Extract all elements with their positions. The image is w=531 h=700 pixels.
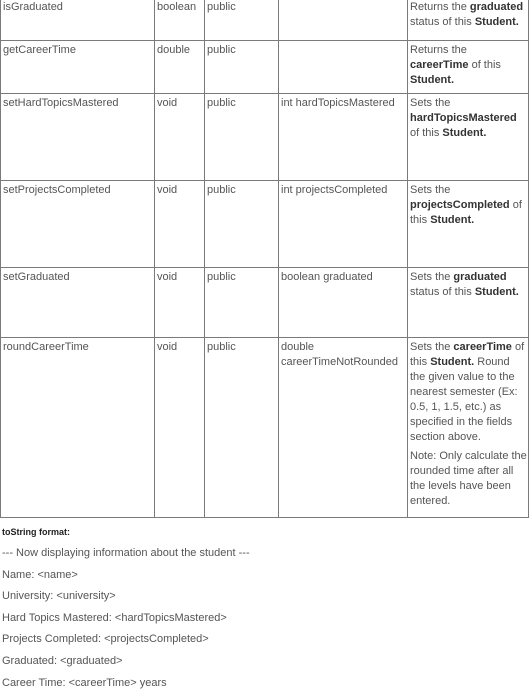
return-type-cell: void [155,181,205,268]
parameters-cell: int projectsCompleted [279,181,408,268]
parameters-cell: boolean graduated [279,268,408,338]
method-name-cell: roundCareerTime [1,338,155,518]
return-type-cell: double [155,41,205,94]
parameters-cell: int hardTopicsMastered [279,94,408,181]
bold-term: careerTime [453,341,512,353]
tostring-line: University: <university> [2,590,116,603]
description-cell [408,94,529,181]
text-segment: Returns the [410,44,467,56]
bold-term: Student. [430,214,475,226]
table-row [1,0,529,41]
table-row [1,181,529,268]
description-text [410,0,527,30]
tostring-line: Projects Completed: <projectsCompleted> [2,633,209,646]
text-segment: Sets the [410,271,454,283]
text-segment: of this [410,127,443,139]
method-name-cell: setHardTopicsMastered [1,94,155,181]
description-text [410,96,527,141]
return-type-cell: void [155,94,205,181]
table-row [1,41,529,94]
access-cell: public [205,338,279,518]
description-text [410,270,527,300]
return-type-cell: boolean [155,0,205,41]
tostring-line: Hard Topics Mastered: <hardTopicsMastered> [2,611,227,624]
text-segment: Round the given value to the nearest semester (Ex: 0.5, 1, 1.5, etc.) as specified in the fields section above. [410,356,518,443]
method-name-cell: getCareerTime [1,41,155,94]
parameters-cell [279,0,408,41]
return-type-cell: void [155,268,205,338]
bold-term: Student. [442,127,487,139]
description-cell [408,41,529,94]
tostring-line: --- Now displaying information about the student --- [2,547,250,559]
tostring-section [2,522,527,694]
text-segment: status of this [410,16,475,28]
tostring-line: Career Time: <careerTime> years [2,676,167,689]
description-cell [408,268,529,338]
text-segment: of this [410,199,522,226]
access-cell: public [205,181,279,268]
table-row [1,338,529,518]
bold-term: projectsCompleted [410,199,510,211]
text-segment: Returns the [410,1,470,13]
bold-term: Student. [430,356,475,368]
description-text [410,340,527,445]
method-name-cell: setGraduated [1,268,155,338]
text-segment: of this [410,341,525,368]
access-cell: public [205,41,279,94]
tostring-line: Name: <name> [2,568,78,581]
bold-term: graduated [469,1,524,13]
description-text [410,43,527,88]
bold-term: careerTime [410,59,469,71]
text-segment: of this [468,59,501,71]
text-segment: status of this [410,286,475,298]
description-text [410,183,527,228]
text-segment: Sets the [410,184,451,196]
description-cell [408,0,529,41]
method-name-cell: setProjectsCompleted [1,181,155,268]
parameters-cell: double careerTimeNotRounded [279,338,408,518]
bold-term: Student. [474,286,519,298]
tostring-line: Graduated: <graduated> [2,654,123,667]
access-cell: public [205,268,279,338]
table-row [1,94,529,181]
return-type-cell: void [155,338,205,518]
description-cell [408,181,529,268]
bold-term: Student. [410,74,454,86]
bold-term: Student. [474,16,519,28]
text-segment: Sets the [410,341,454,353]
tostring-title: toString format: [2,527,70,537]
table-row [1,268,529,338]
bold-term: graduated [453,271,507,283]
description-cell [408,338,529,518]
method-name-cell: isGraduated [1,0,155,41]
access-cell: public [205,0,279,41]
access-cell: public [205,94,279,181]
parameters-cell [279,41,408,94]
bold-term: hardTopicsMastered [410,112,517,124]
description-note: Note: Only calculate the rounded time after all the levels have been entered. [410,450,527,507]
text-segment: Sets the [410,97,451,109]
